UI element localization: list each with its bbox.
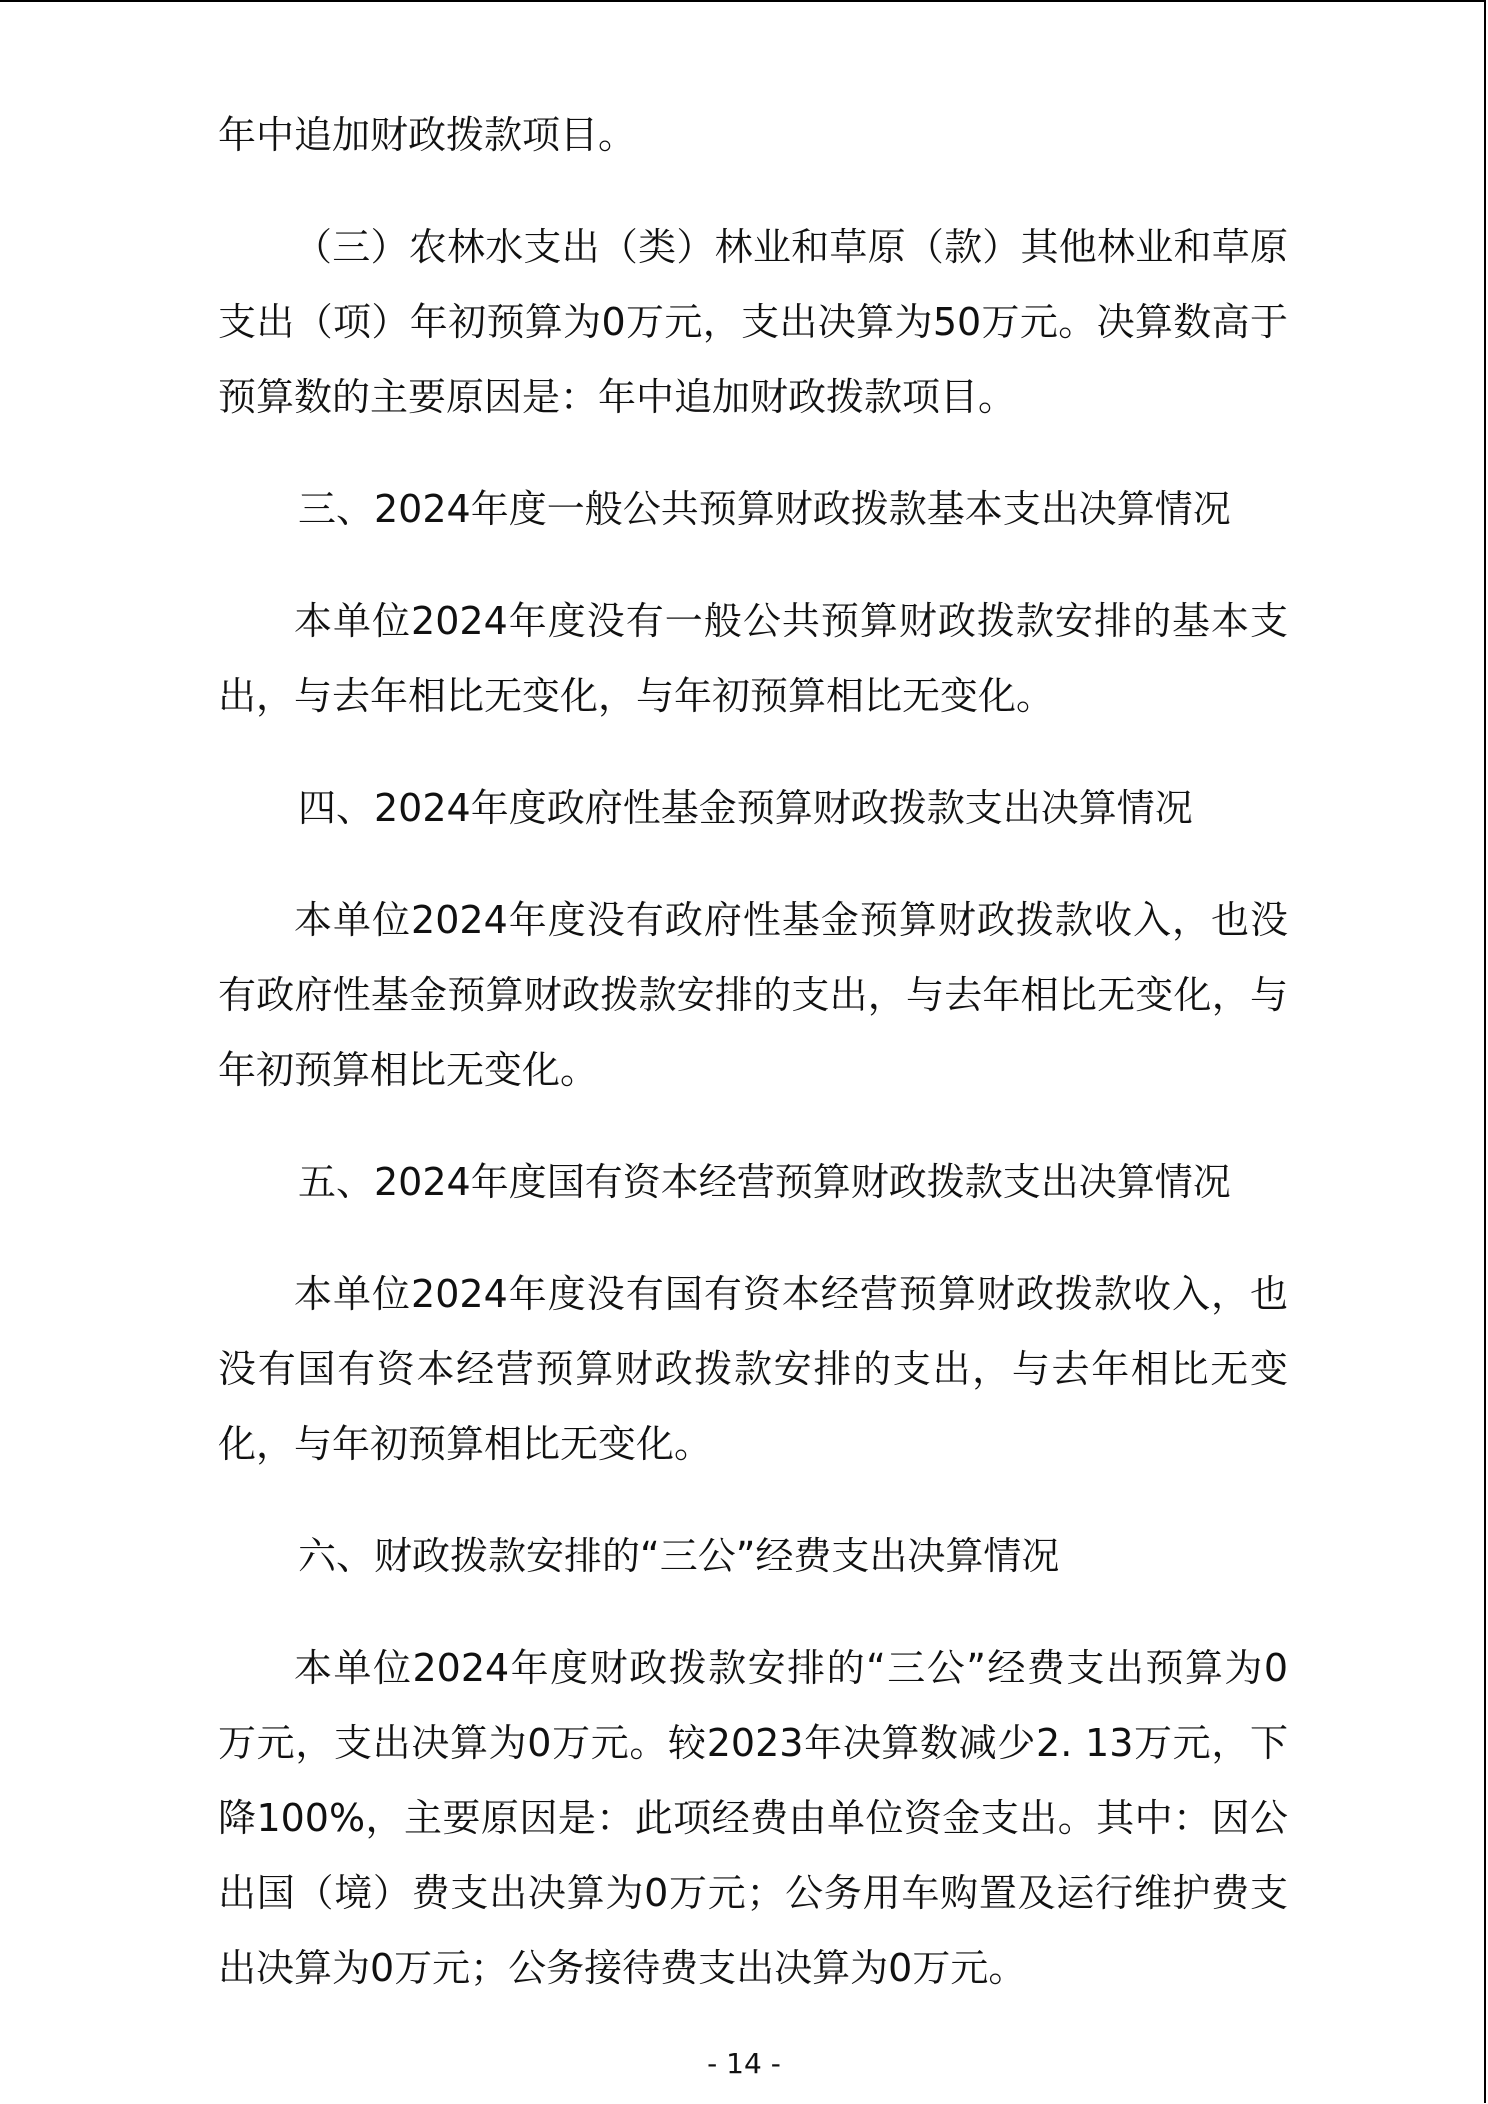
paragraph-state-capital: 本单位2024年度没有国有资本经营预算财政拨款收入，也没有国有资本经营预算财政拨款安排的支出，与去年相比无变化，与年初预算相比无变化。 (218, 1272, 1288, 1466)
paragraph-three-public-expenses: 本单位2024年度财政拨款安排的“三公”经费支出预算为0万元，支出决算为0万元。较2023年决算数减少2. 13万元，下降100%，主要原因是：此项经费由单位资金支出。其中：因公出国（境）费支出决算为0万元；公务用车购置及运行维护费支出决算为0万元；公务接待费支出决算为0万元。 (218, 1646, 1288, 1990)
paragraph-forestry-expenditure: （三）农林水支出（类）林业和草原（款）其他林业和草原支出（项）年初预算为0万元，支出决算为50万元。决算数高于预算数的主要原因是：年中追加财政拨款项目。 (218, 225, 1288, 419)
document-body (218, 98, 1288, 2006)
paragraph-continuation: 年中追加财政拨款项目。 (218, 113, 637, 157)
paragraph-basic-expenditure: 本单位2024年度没有一般公共预算财政拨款安排的基本支出，与去年相比无变化，与年初预算相比无变化。 (218, 599, 1288, 718)
section-heading-4: 四、2024年度政府性基金预算财政拨款支出决算情况 (298, 786, 1193, 830)
section-heading-6: 六、财政拨款安排的“三公”经费支出决算情况 (298, 1534, 1060, 1578)
section-heading-5: 五、2024年度国有资本经营预算财政拨款支出决算情况 (298, 1160, 1231, 1204)
page-number: - 14 - (707, 2047, 781, 2080)
section-heading-3: 三、2024年度一般公共预算财政拨款基本支出决算情况 (298, 487, 1231, 531)
paragraph-government-fund: 本单位2024年度没有政府性基金预算财政拨款收入，也没有政府性基金预算财政拨款安排的支出，与去年相比无变化，与年初预算相比无变化。 (218, 898, 1288, 1092)
